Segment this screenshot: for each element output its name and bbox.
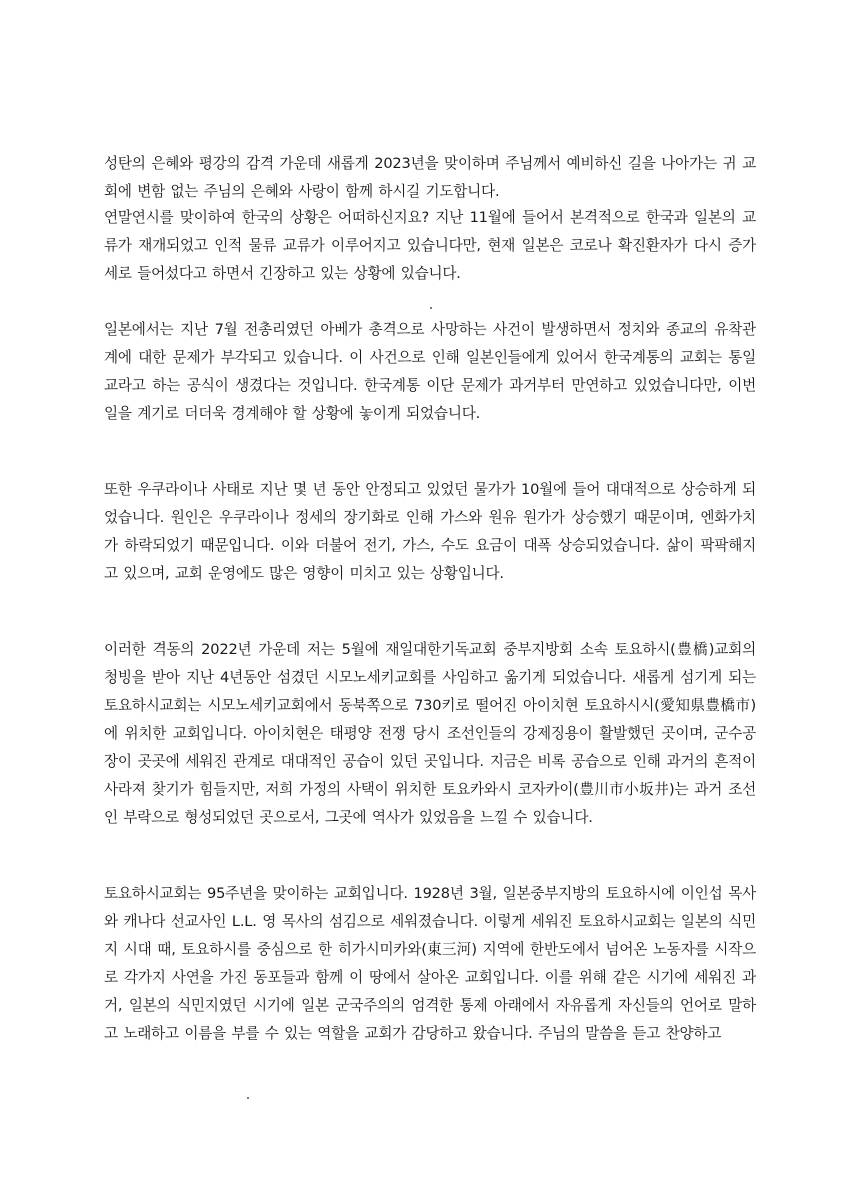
scan-speck: [430, 307, 432, 309]
scan-speck: [247, 1097, 249, 1099]
paragraph-greeting: 성탄의 은혜와 평강의 감격 가운데 새롭게 2023년을 맞이하며 주님께서 예비하신 길을 나아가는 귀 교회에 변함 없는 주님의 은혜와 사랑이 함께 하시길 기도합니다.: [104, 155, 756, 200]
paragraph-toyohashi-move: 이러한 격동의 2022년 가운데 저는 5월에 재일대한기독교회 중부지방회 소속 토요하시(豊橋)교회의 청빙을 받아 지난 4년동안 섬겼던 시모노세키교회를 사임하고 옮기게 되었습니다. 새롭게 섬기게 되는 토요하시교회는 시모노세키교회에서 동북쪽으로 730키로 떨어진 아이치현 토요하시시(愛知県豊橋市)에 위치한 교회입니다. 아이치현은 태평양 전쟁 당시 조선인들의 강제징용이 활발했던 곳이며, 군수공장이 곳곳에 세워진 관계로 대대적인 공습이 있던 곳입니다. 지금은 비록 공습으로 인해 과거의 흔적이 사라져 찾기가 힘들지만, 저희 가정의 사택이 위치한 토요카와시 코자카이(豊川市小坂井)는 과거 조선인 부락으로 형성되었던 곳으로서, 그곳에 역사가 있었음을 느낄 수 있습니다.: [104, 641, 756, 826]
paragraph-abe-incident: 일본에서는 지난 7월 전총리였던 아베가 총격으로 사망하는 사건이 발생하면서 정치와 종교의 유착관계에 대한 문제가 부각되고 있습니다. 이 사건으로 인해 일본인들에게 있어서 한국계통의 교회는 통일교라고 하는 공식이 생겼다는 것입니다. 한국계통 이단 문제가 과거부터 만연하고 있었습니다만, 이번 일을 계기로 더더욱 경계해야 할 상황에 놓이게 되었습니다.: [104, 321, 756, 422]
paragraph-korea-situation: 연말연시를 맞이하여 한국의 상황은 어떠하신지요? 지난 11월에 들어서 본격적으로 한국과 일본의 교류가 재개되었고 인적 물류 교류가 이루어지고 있습니다만, 현재 일본은 코로나 확진환자가 다시 증가세로 들어섰다고 하면서 긴장하고 있는 상황에 있습니다.: [104, 209, 756, 282]
paragraph-church-history: 토요하시교회는 95주년을 맞이하는 교회입니다. 1928년 3월, 일본중부지방의 토요하시에 이인섭 목사와 캐나다 선교사인 L.L. 영 목사의 섬김으로 세워졌습니다. 이렇게 세워진 토요하시교회는 일본의 식민지 시대 때, 토요하시를 중심으로 한 히가시미카와(東三河) 지역에 한반도에서 넘어온 노동자를 시작으로 각가지 사연을 가진 동포들과 함께 이 땅에서 살아온 교회입니다. 이를 위해 같은 시기에 세워진 과거, 일본의 식민지였던 시기에 일본 군국주의의 엄격한 통제 아래에서 자유롭게 자신들의 언어로 말하고 노래하고 이름을 부를 수 있는 역할을 교회가 감당하고 왔습니다. 주님의 말씀을 듣고 찬양하고: [104, 885, 757, 1042]
paragraph-prices: 또한 우쿠라이나 사태로 지난 몇 년 동안 안정되고 있었던 물가가 10월에 들어 대대적으로 상승하게 되었습니다. 원인은 우쿠라이나 정세의 장기화로 인해 가스와 원유 원가가 상승했기 때문이며, 엔화가치가 하락되었기 때문입니다. 이와 더불어 전기, 가스, 수도 요금이 대폭 상승되었습니다. 삶이 팍팍해지고 있으며, 교회 운영에도 많은 영향이 미치고 있는 상황입니다.: [104, 481, 756, 582]
